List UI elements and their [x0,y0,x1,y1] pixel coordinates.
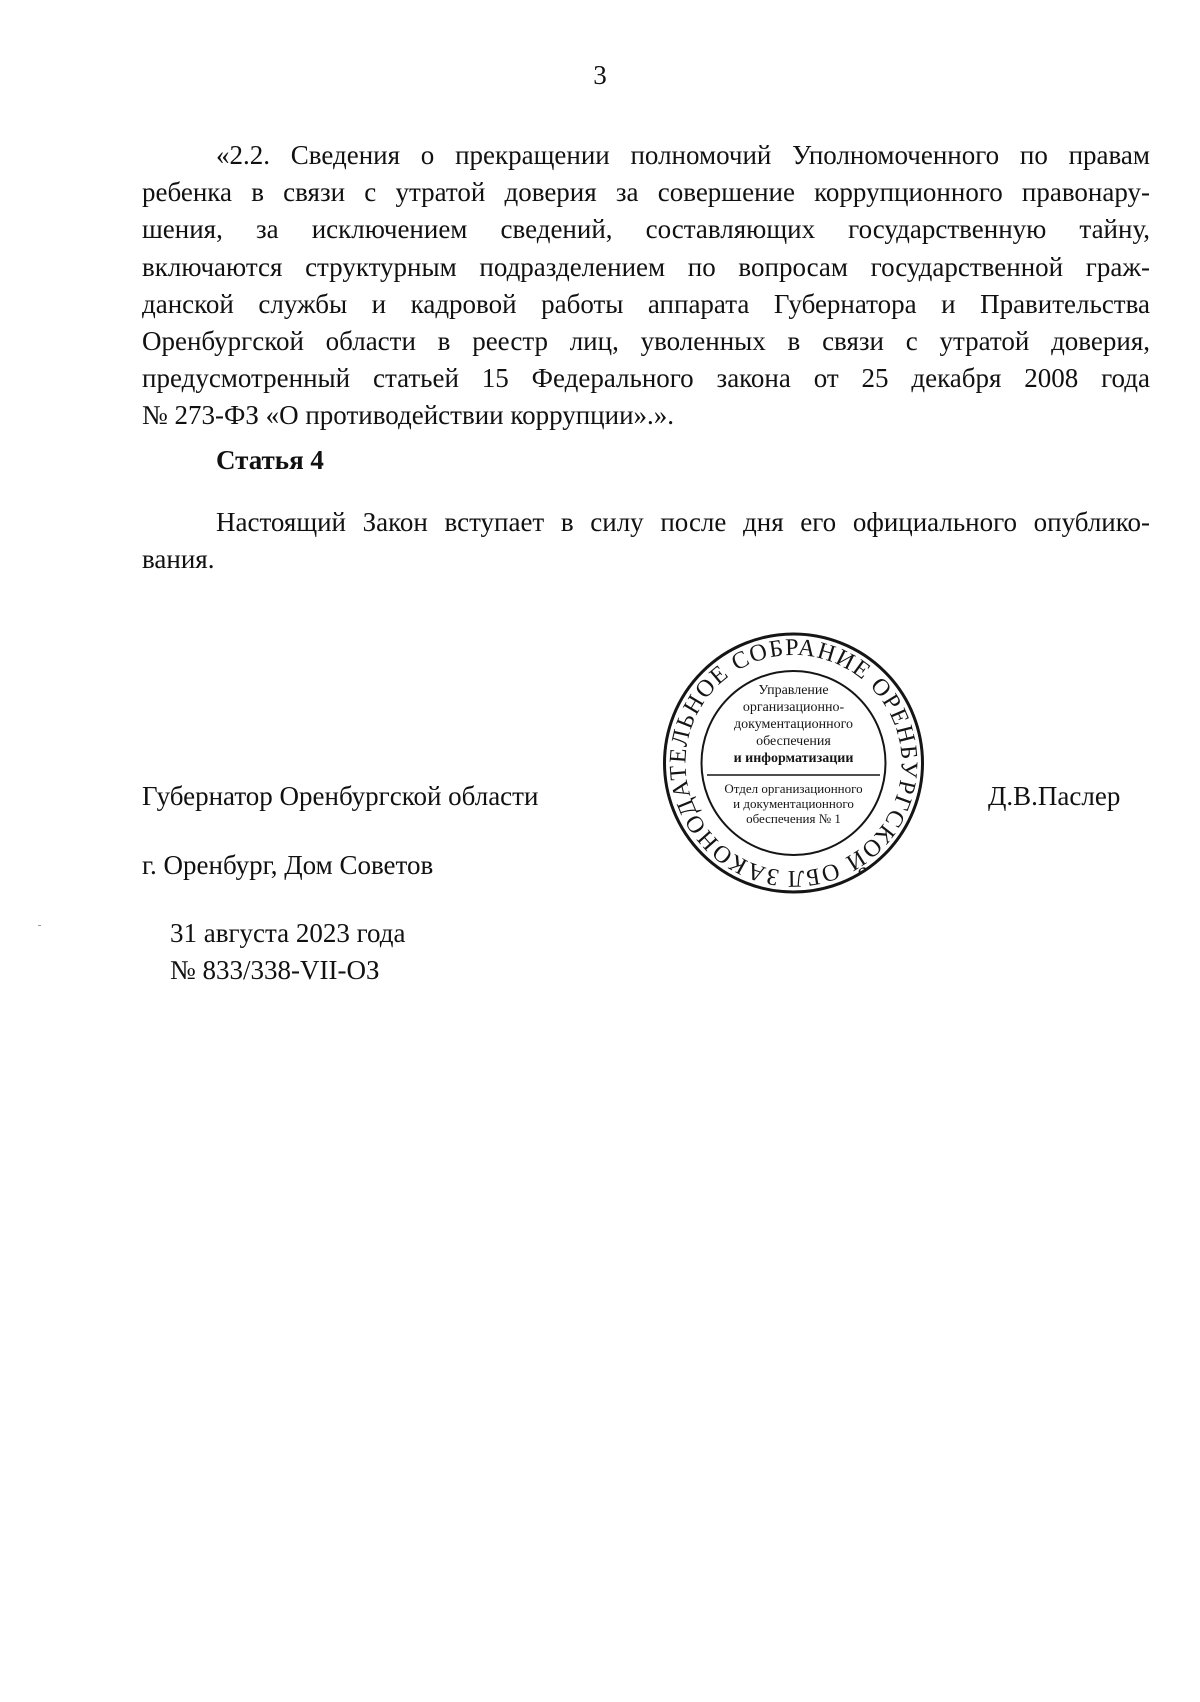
stamp-svg [662,631,925,896]
signatory-name: Д.В.Паслер [988,781,1121,811]
stamp-inner-line: и информатизации [733,751,854,766]
paragraph-line: шения, за исключением сведений, составляющих государственную тайну, [142,214,1150,245]
law-number: № 833/338-VII-ОЗ [170,955,380,985]
stamp-lower-line: и документационного [733,796,854,811]
scan-speck [38,925,41,926]
paragraph-line: Оренбургской области в реестр лиц, уволенных в связи с утратой доверия, [142,326,1150,357]
paragraph-line: № 273-ФЗ «О противодействии коррупции».». [142,400,675,431]
paragraph-line: ребенка в связи с утратой доверия за совершение коррупционного правонару- [142,177,1150,208]
stamp-lower-line: обеспечения № 1 [746,811,841,826]
stamp-inner-line: обеспечения [756,734,831,749]
paragraph-line: включаются структурным подразделением по вопросам государственной граж- [142,251,1150,282]
stamp-inner-line: организационно- [742,700,845,715]
paragraph-line: предусмотренный статьей 15 Федерального закона от 25 декабря 2008 года [142,363,1150,394]
article-4-paragraph [142,504,1150,578]
stamp-lower-text-group [724,781,862,826]
section-2-2-paragraph [142,137,1150,435]
stamp-ring-text: ЗАКОНОДАТЕЛЬНОЕ СОБРАНИЕ ОРЕНБУРГСКОЙ ОБЛ [665,634,922,892]
article-4-heading: Статья 4 [216,445,324,475]
signatory-position: Губернатор Оренбургской области [142,781,539,811]
signing-date: 31 августа 2023 года [170,918,406,948]
stamp-inner-text-group [734,683,854,766]
paragraph-line: «2.2. Сведения о прекращении полномочий Уполномоченного по правам [216,140,1150,170]
stamp-inner-line: документационного [734,717,853,732]
paragraph-line: Настоящий Закон вступает в силу после дня его официального опублико- [216,507,1150,537]
place-of-signing: г. Оренбург, Дом Советов [142,850,434,880]
paragraph-line: данской службы и кадровой работы аппарата Губернатора и Правительства [142,288,1150,319]
stamp-lower-line: Отдел организационного [724,781,863,796]
paragraph-line: вания. [142,544,215,575]
stamp-inner-line: Управление [758,683,829,698]
page-number: 3 [593,60,607,90]
official-stamp [662,631,925,896]
